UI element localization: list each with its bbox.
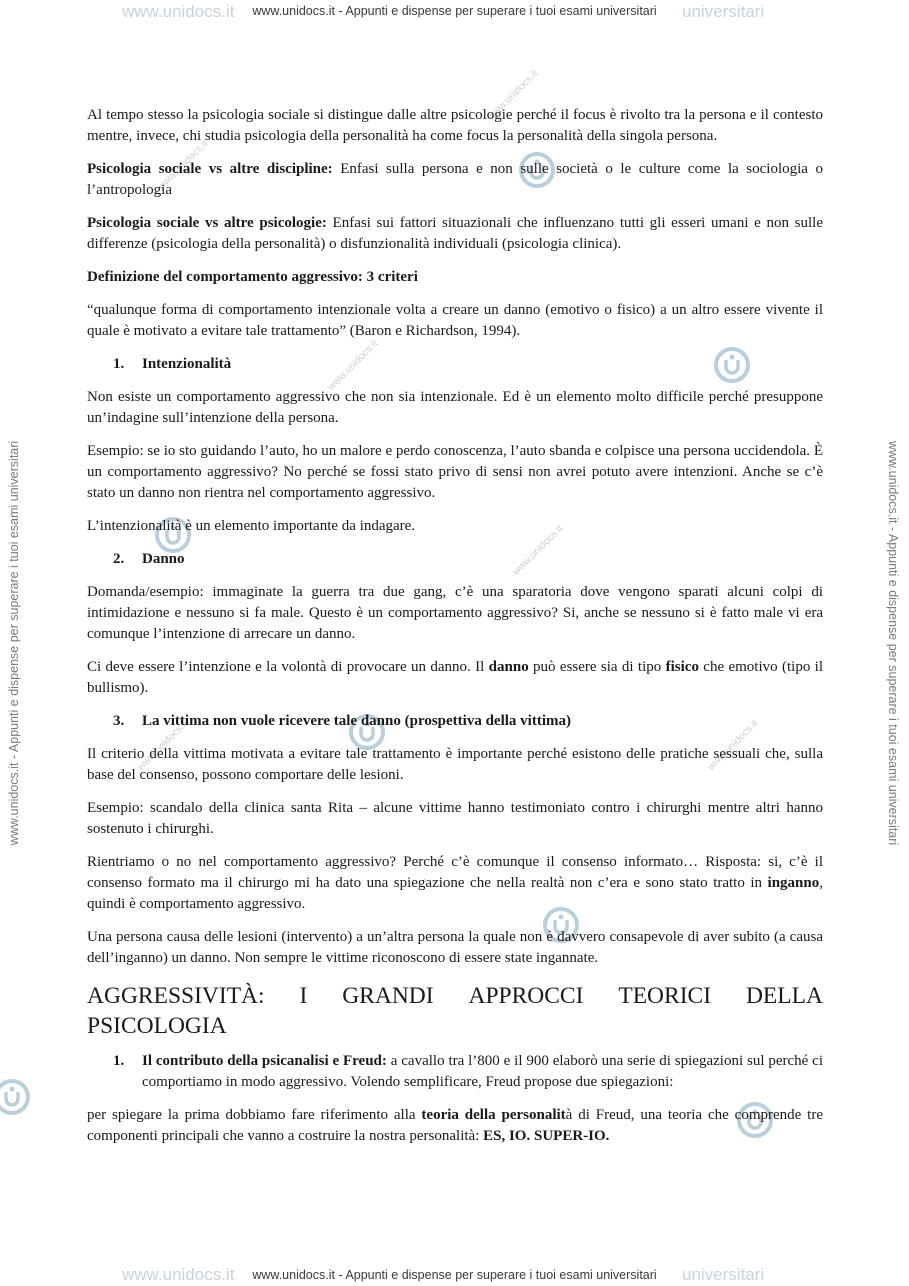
text: Enfasi sui fattori situazionali che influenzano tutti gli esseri umani e non sulle differenze (psicologia della personalità) o disfunzionalità individuali (psicologia clinica). [87,215,823,252]
list-number: 1. [113,356,125,372]
heading-word: APPROCCI [468,983,584,1009]
ghost-watermark-bottom-left: www.unidocs.it [122,1265,235,1284]
paragraph: Una persona causa delle lesioni (intervento) a un’altra persona la quale non è davvero consapevole di aver subito (a causa dell’inganno) un danno. Non sempre le vittime riconoscono di essere state ingannate. [87,929,823,966]
ghost-watermark-bottom-right: universitari [682,1265,765,1284]
text: può essere sia di tipo [528,659,666,675]
left-side-watermark: www.unidocs.it - Appunti e dispense per superare i tuoi esami universitari [7,440,21,846]
diagonal-watermark: www.unidocs.it [485,68,541,123]
paragraph: Domanda/esempio: immaginate la guerra tra due gang, c’è una sparatoria dove vengono sparati alcuni colpi di intimidazione e nessuno si fa male. Questo è un comportamento aggressivo? Si, anche se nessuno si è fatto male vi era comunque l’intenzione di arrecare un danno. [87,584,823,642]
list-number: 2. [113,551,125,567]
paragraph: Al tempo stesso la psicologia sociale si distingue dalle altre psicologie perché il focus è rivolto tra la persona e il contesto mentre, invece, chi studia psicologia della personalità ha come focus la personalità della singola persona. [87,107,823,144]
list-title: Il contributo della psicanalisi e Freud: [142,1053,387,1069]
heading-word: I [299,983,308,1009]
diagonal-watermark: www.unidocs.it [135,718,191,773]
text: Ci deve essere l’intenzione e la volontà di provocare un danno. Il [87,659,489,675]
list-title: La vittima non vuole ricevere tale danno (prospettiva della vittima) [142,713,571,729]
paragraph [87,852,823,915]
heading-line [87,981,823,1011]
list-item [87,354,823,375]
diagonal-watermark: www.unidocs.it [325,338,381,393]
paragraph: Esempio: scandalo della clinica santa Rita – alcune vittime hanno testimoniato contro i chirurghi mentre altri hanno sostenuto i chirurghi. [87,800,823,837]
list-item [87,1051,823,1093]
bold-term: inganno [767,875,820,891]
heading-word: GRANDI [342,983,434,1009]
text: Rientriamo o no nel comportamento aggressivo? Perché c’è comunque il consenso informato… Risposta: si, c’è il consenso formato ma il chirurgo mi ha dato una spiegazione che nella realtà non c’era e sono stato tratto in [87,854,823,891]
paragraph: L’intenzionalità è un elemento importante da indagare. [87,518,416,534]
bold-term: teoria della personalit [421,1107,566,1123]
heading-word: DELLA [745,983,823,1009]
text: per spiegare la prima dobbiamo fare riferimento alla [87,1107,422,1123]
paragraph: Non esiste un comportamento aggressivo che non sia intenzionale. Ed è un elemento molto difficile perché presuppone un’indagine sull’intenzione della persona. [87,389,823,426]
header-watermark: www.unidocs.it - Appunti e dispense per superare i tuoi esami universitari [252,4,657,18]
diagonal-watermark: www.unidocs.it [705,718,761,773]
unidocs-logo-icon [0,1077,32,1117]
paragraph [87,657,823,699]
bold-label: Psicologia sociale vs altre discipline: [87,161,333,177]
heading-word: AGGRESSIVITÀ: [87,983,265,1009]
document-body [87,105,823,1159]
heading-line: PSICOLOGIA [87,1013,227,1039]
text: , quindi è comportamento aggressivo. [87,875,823,912]
list-item [87,711,823,732]
paragraph [87,159,823,201]
paragraph: Il criterio della vittima motivata a evitare tale trattamento è importante perché esistono delle pratiche sessuali che, sulla base del consenso, possono comportare delle lesioni. [87,746,823,783]
list-number: 1. [113,1053,125,1069]
paragraph [87,1105,823,1147]
bold-term: fisico [665,659,699,675]
bold-label: Psicologia sociale vs altre psicologie: [87,215,327,231]
diagonal-watermark: www.unidocs.it [510,523,566,578]
text: à di Freud, una teoria che comprende tre componenti principali che vanno a costruire la nostra personalità: [87,1107,823,1144]
bold-term: danno [488,659,529,675]
paragraph: Esempio: se io sto guidando l’auto, ho un malore e perdo conoscenza, l’auto sbanda e colpisce una persona uccidendola. È un comportamento aggressivo? No perché se fossi stato privo di sensi non avrei potuto avere intenzioni. Anche se c’è stato un danno non rientra nel comportamento aggressivo. [87,443,823,501]
bold-label: Definizione del comportamento aggressivo: 3 criteri [87,269,418,285]
text: a cavallo tra l’800 e il 900 elaborò una serie di spiegazioni sul perché ci comportiamo in modo aggressivo. Volendo semplificare, Freud propose due spiegazioni: [142,1053,823,1090]
right-side-watermark: www.unidocs.it - Appunti e dispense per superare i tuoi esami universitari [886,440,900,846]
diagonal-watermark: www.unidocs.it [155,138,211,193]
section-subtitle [87,267,823,288]
list-title: Intenzionalità [142,356,232,372]
ghost-watermark-top-left: www.unidocs.it [122,2,235,21]
bold-term: ES, IO. SUPER-IO. [483,1128,610,1144]
footer-watermark: www.unidocs.it - Appunti e dispense per superare i tuoi esami universitari [252,1268,657,1282]
text: che emotivo (tipo il bullismo). [87,659,823,696]
text: Enfasi sulla persona e non sulle società o le culture come la sociologia o l’antropologia [87,161,823,198]
quote-paragraph: “qualunque forma di comportamento intenzionale volta a creare un danno (emotivo o fisico) a un altro essere vivente il quale è motivato a evitare tale trattamento” (Baron e Richardson, 1994). [87,302,823,339]
paragraph [87,213,823,255]
section-heading [87,981,823,1041]
list-number: 3. [113,713,125,729]
ghost-watermark-top-right: universitari [682,2,765,21]
list-title: Danno [142,551,185,567]
list-item [87,549,823,570]
heading-word: TEORICI [618,983,712,1009]
